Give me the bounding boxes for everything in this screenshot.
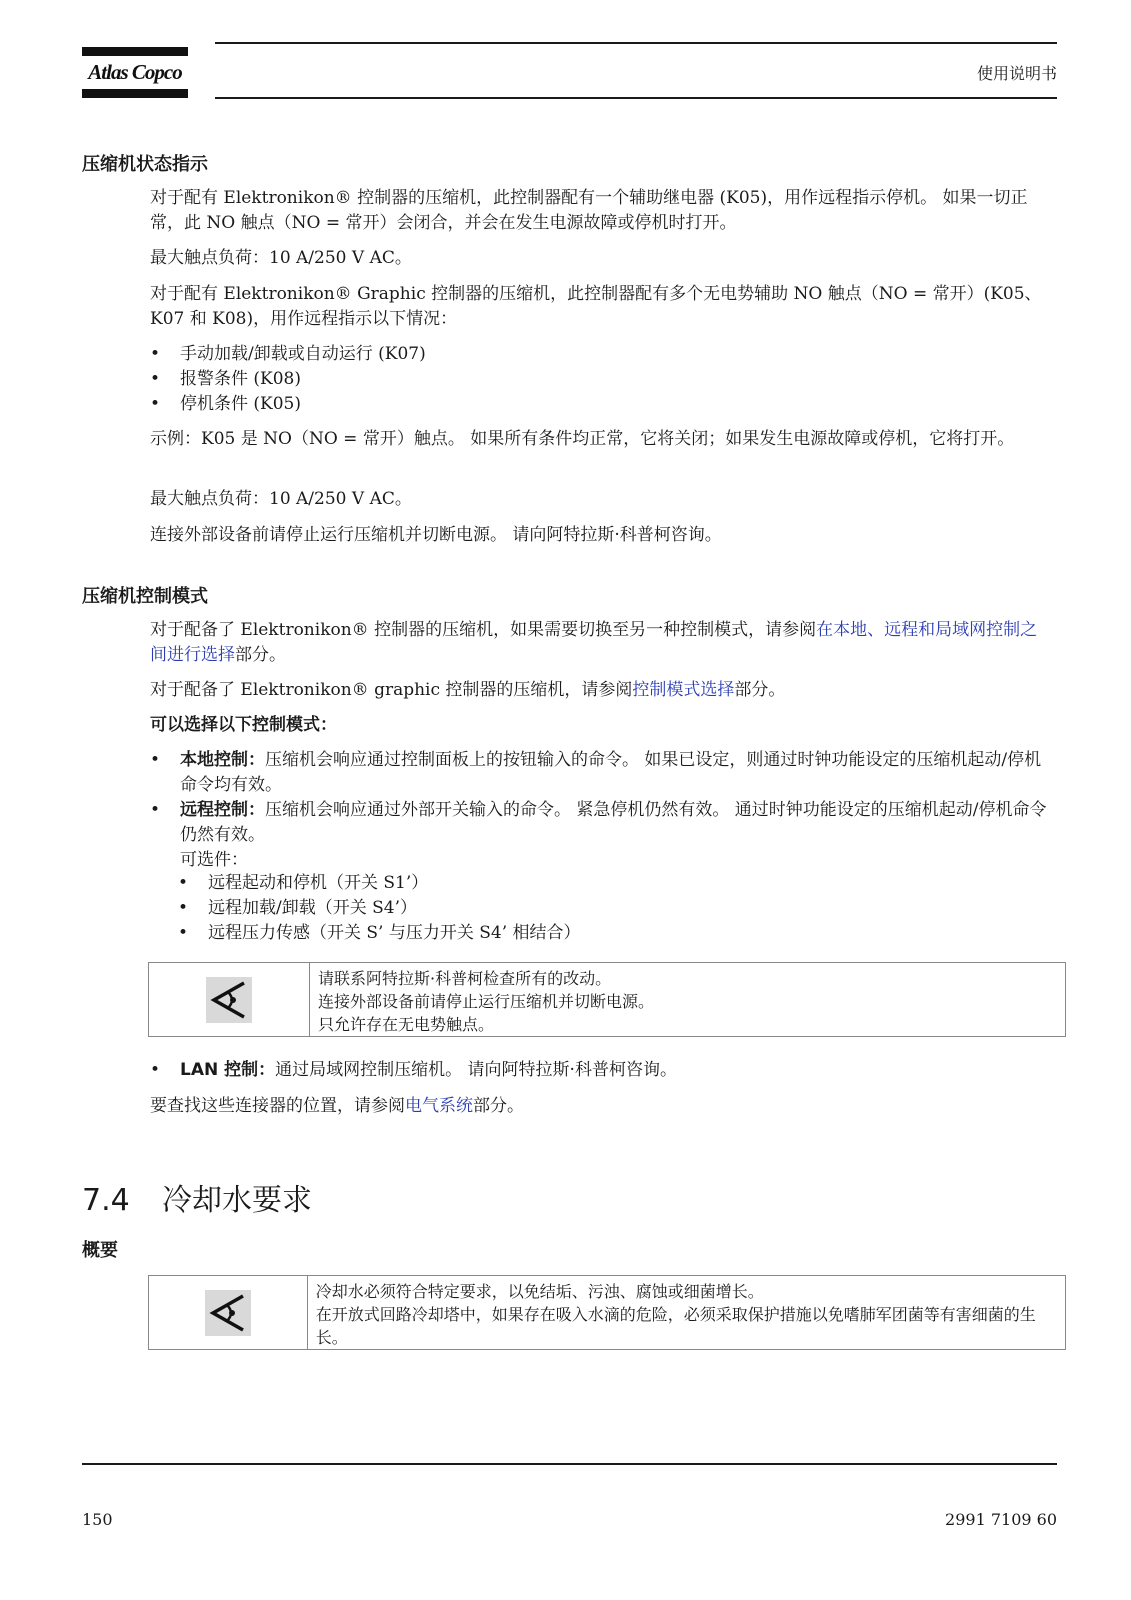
list-item: • 停机条件 (K05) xyxy=(150,394,302,414)
select-label: 可以选择以下控制模式： xyxy=(150,715,337,735)
observe-eye-icon xyxy=(206,977,252,1023)
list-item: • 手动加载/卸载或自动运行 (K07) xyxy=(150,344,426,364)
note-line: 冷却水必须符合特定要求，以免结垢、污浊、腐蚀或细菌增长。 xyxy=(315,1282,764,1301)
page-number: 150 xyxy=(82,1510,113,1529)
status-para-5: 最大触点负荷：10 A/250 V AC。 xyxy=(150,489,412,509)
note-line: 在开放式回路冷却塔中，如果存在吸入水滴的危险，必须采取保护措施以免嗜肺军团菌等有害细菌的生长。 xyxy=(315,1305,1036,1347)
note-box xyxy=(148,1275,1066,1350)
header-rule-top xyxy=(215,42,1057,44)
note-line: 只允许存在无电势触点。 xyxy=(318,1015,495,1034)
subsection-title: 概要 xyxy=(82,1240,118,1261)
list-item-lan: • LAN 控制：通过局域网控制压缩机。 请向阿特拉斯·科普柯咨询。 xyxy=(150,1060,677,1080)
doc-number: 2991 7109 60 xyxy=(945,1510,1057,1529)
header-rule-bottom xyxy=(215,97,1057,99)
list-item: • 远程加载/卸载（开关 S4’） xyxy=(178,898,417,918)
list-item-local: • 本地控制：压缩机会响应通过控制面板上的按钮输入的命令。 如果已设定，则通过时钟功能设定的压缩机起动/停机命令均有效。 xyxy=(150,750,1042,795)
list-item: • 报警条件 (K08) xyxy=(150,369,302,389)
doc-type-label: 使用说明书 xyxy=(976,64,1057,83)
status-para-3: 对于配有 Elektronikon® Graphic 控制器的压缩机，此控制器配有多个无电势辅助 NO 触点（NO = 常开）(K05、K07 和 K08)，用作远程指示以下情况： xyxy=(150,284,1042,329)
note-box xyxy=(148,962,1066,1037)
observe-eye-icon xyxy=(205,1290,251,1336)
list-item: • 远程起动和停机（开关 S1’） xyxy=(178,873,429,893)
list-item: • 远程压力传感（开关 S’ 与压力开关 S4’ 相结合） xyxy=(178,923,581,943)
footer-rule xyxy=(82,1463,1057,1465)
mode-para-1: 对于配备了 Elektronikon® 控制器的压缩机，如果需要切换至另一种控制模式，请参阅在本地、远程和局域网控制之间进行选择部分。 xyxy=(150,620,1038,665)
link-local-remote-lan[interactable]: 在本地、远程和局域网控制之间进行选择 xyxy=(150,620,1038,665)
status-para-6: 连接外部设备前请停止运行压缩机并切断电源。 请向阿特拉斯·科普柯咨询。 xyxy=(150,525,722,545)
section-heading xyxy=(82,1175,312,1219)
mode-para-2: 对于配备了 Elektronikon® graphic 控制器的压缩机，请参阅控制模式选择部分。 xyxy=(150,680,786,700)
section-title: 冷却水要求 xyxy=(162,1183,312,1218)
section-mode-title: 压缩机控制模式 xyxy=(82,586,208,607)
status-para-1: 对于配有 Elektronikon® 控制器的压缩机，此控制器配有一个辅助继电器 (K05)，用作远程指示停机。 如果一切正常，此 NO 触点（NO = 常开）会闭合，并会在发生电源故障或停机时打开。 xyxy=(150,188,1028,233)
connector-location-para: 要查找这些连接器的位置，请参阅电气系统部分。 xyxy=(150,1096,524,1116)
note-line: 连接外部设备前请停止运行压缩机并切断电源。 xyxy=(318,992,655,1011)
link-control-mode-selection[interactable]: 控制模式选择 xyxy=(632,680,735,700)
logo-bar-bottom xyxy=(82,89,188,98)
link-electrical-system[interactable]: 电气系统 xyxy=(405,1096,473,1116)
status-para-2: 最大触点负荷：10 A/250 V AC。 xyxy=(150,248,412,268)
brand-logo: Atlas Copco xyxy=(88,60,182,84)
logo-bar-top xyxy=(82,47,188,56)
status-para-4: 示例：K05 是 NO（NO = 常开）触点。 如果所有条件均正常，它将关闭；如果发生电源故障或停机，它将打开。 xyxy=(150,429,1015,449)
section-status-title: 压缩机状态指示 xyxy=(82,154,208,175)
note-line: 请联系阿特拉斯·科普柯检查所有的改动。 xyxy=(318,969,612,988)
section-number: 7.4 xyxy=(82,1183,130,1218)
list-item-remote: • 远程控制：压缩机会响应通过外部开关输入的命令。 紧急停机仍然有效。 通过时钟功能设定的压缩机起动/停机命令仍然有效。 可选件： xyxy=(150,800,1047,870)
